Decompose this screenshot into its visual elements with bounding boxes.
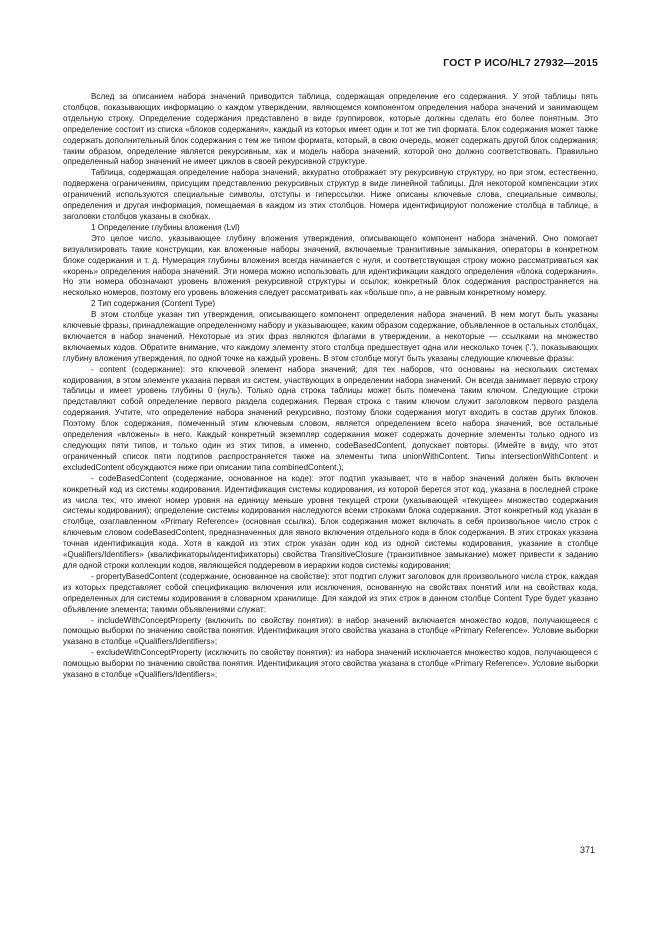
section-heading-lvl: 1 Определение глубины вложения (Lvl): [91, 222, 240, 232]
paragraph-intro: Вслед за описанием набора значений приводится таблица, содержащая определение его содержания. У этой таблицы пять столбцов, показывающих информацию о каждом утверждении, являющемся компонентом определения набора значений и занимающем отдельную строку. Определение содержания представлено в виде группировок, которые должны сделать его более понятным. Это определение состоит из списка «блоков содержания», каждый из которых имеет один и тот же тип формата. Блок содержания может также содержать дополнительный блок содержания с тем же типом формата, который, в свою очередь, может содержать другой блок содержания; таким образом, определение является рекурсивным, как и модель набора значений, которой оно должно соответствовать. Правильно определенный набор значений не имеет циклов в своей рекурсивной структуре.: [63, 92, 598, 167]
document-header: ГОСТ Р ИСО/HL7 27932—2015: [443, 57, 598, 69]
page-number: 371: [579, 845, 595, 855]
document-body: [63, 92, 598, 681]
list-item-content: - content (содержание): это ключевой элемент набора значений; для тех наборов, что основаны на нескольких системах кодирования, в этом элементе указана первая из систем, участвующих в определении набора значений. Он всегда занимает первую строку таблицы и имеет уровень глубины 0 (нуль). Только одна строка таблицы может быть помечена таким ключом. Следующие строки представляют собой определение первого раздела содержания. Первая строка с таким ключом служит заголовком первого раздела содержания. Учтите, что определение набора значений рекурсивно, поэтому блоки содержания могут входить в состав других блоков. Поэтому блок содержания, помеченный этим ключевым словом, является определением всего набора значений, все остальные определения «вложены» в него. Каждый конкретный экземпляр содержания может содержать дочерние элементы только одного из следующих пяти типов, и только один из этих типов, а именно, codeBasedContent, допускает повторы. (Имейте в виду, что этот ограниченный список пяти подтипов распространяется также на элементы типа unionWithContent. Типы intersectionWithContent и excludedContent обсуждаются ниже при описании типа combinedContent.);: [63, 364, 598, 472]
list-item-property-based-content: - propertyBasedContent (содержание, основанное на свойстве): этот подтип служит заголовок для произвольного числа строк, каждая из которых представляет собой спецификацию включения или исключения, основанную на свойствах понятий или на свойствах кода, определенных для системы кодирования в словарном хранилище. Для каждой из этих строк в данном столбце Content Type будет указано объявление элемента; такими объявлениями служат:: [63, 571, 598, 614]
section-heading-content-type: 2 Тип содержания (Content Type): [91, 299, 216, 309]
list-item-code-based-content: - codeBasedContent (содержание, основанное на коде): этот подтип указывает, что в набор значений должен быть включен конкретный код из системы кодирования. Идентификация системы кодирования, из которой берется этот код, указана в последней строке из числа тех, что имеют номер уровня на единицу меньше уровня текущей строки (указывающей «текущее» множество содержания системы кодирования); определение системы кодирования наследуются всеми строками блока содержания. Этот конкретный код указан в столбце, озаглавленном «Primary Reference» (основная ссылка). Блок содержания может включать в себя произвольное число строк с ключевым словом codeBasedContent, предназначенных для явного включения отдельного кода в блок содержания. В этих строках указана точная идентификация кода. Хотя в каждой из этих строк указан один код из одной системы кодирования, указание в столбце «Qualifiers/Identifiers» (квалификаторы/идентификаторы) свойства TransitiveClosure (транзитивное замыкание) может привести к заданию для одной строки коллекции кодов, являющейся поддеревом в иерархии кодов системы кодирования;: [63, 473, 598, 570]
list-item-include-with-concept-property: - includeWithConceptProperty (включить по свойству понятия): в набор значений включается множество кодов, получающееся с помощью выборки по значению свойства понятия. Идентификация этого свойства указана в столбце «Primary Reference». Условие выборки указано в столбце «Qualifiers/Identifiers»;: [63, 615, 598, 647]
paragraph-lvl-description: Это целое число, указывающее глубину вложения утверждения, описывающего компонент набора значений. Оно помогает визуализировать такие конструкции, как вложенные наборы значений, включаемые транзитивные замыкания, операторы в конкретном блоке содержания и т. д. Нумерация глубины вложения всегда начинается с нуля, и соответствующая строку можно рассматриваться как «корень» определения набора значений. Эти номера можно использовать для идентификации каждого определения «блока содержания». Но эти номера обозначают уровень вложения рекурсивной структуры и ссылок; конкретный блок содержания распространяется на несколько номеров, поэтому его уровень вложения следует рассматривать как «больше nn», а не равным конкретному номеру.: [63, 233, 598, 298]
list-item-exclude-with-concept-property: - excludeWithConceptProperty (исключить по свойству понятия): из набора значений исключается множество кодов, получающееся с помощью выборки по значению свойства понятия. Идентификация этого свойства указана в столбце «Primary Reference». Условие выборки указано в столбце «Qualifiers/Identifiers»;: [63, 648, 598, 680]
paragraph-content-type-description: В этом столбце указан тип утверждения, описывающего компонент определения набора значений. В нем могут быть указаны ключевые фразы, принадлежащие определенному набору и указывающее, каким образом содержание, объявленное в остальных столбцах, включается в набор значений. Некоторые из этих фраз являются флагами в утверждении, а некоторые — ссылками на множество включаемых кодов. Обратите внимание, что каждому элементу этого столбца предшествует одна или несколько точек ('.'), показывающих глубину вложения утверждения, по одной точке на каждый уровень. В этом столбце могут быть указаны следующие ключевые фразы:: [63, 310, 598, 363]
paragraph-table-description: Таблица, содержащая определение набора значений, аккуратно отображает эту рекурсивную структуру, но при этом, естественно, подвержена ограничениям, присущим представлению рекурсивных структур в виде линейной таблицы. Для некоторой компенсации этих ограничений используются специальные символы, отступы и гиперссылки. Ниже описаны ключевые слова, специальные символы, определения и другая информация, помещаемая в каждом из этих столбцов. Номера идентифицируют положение столбца в таблице, а заголовки столбцов указаны в скобках.: [63, 168, 598, 221]
